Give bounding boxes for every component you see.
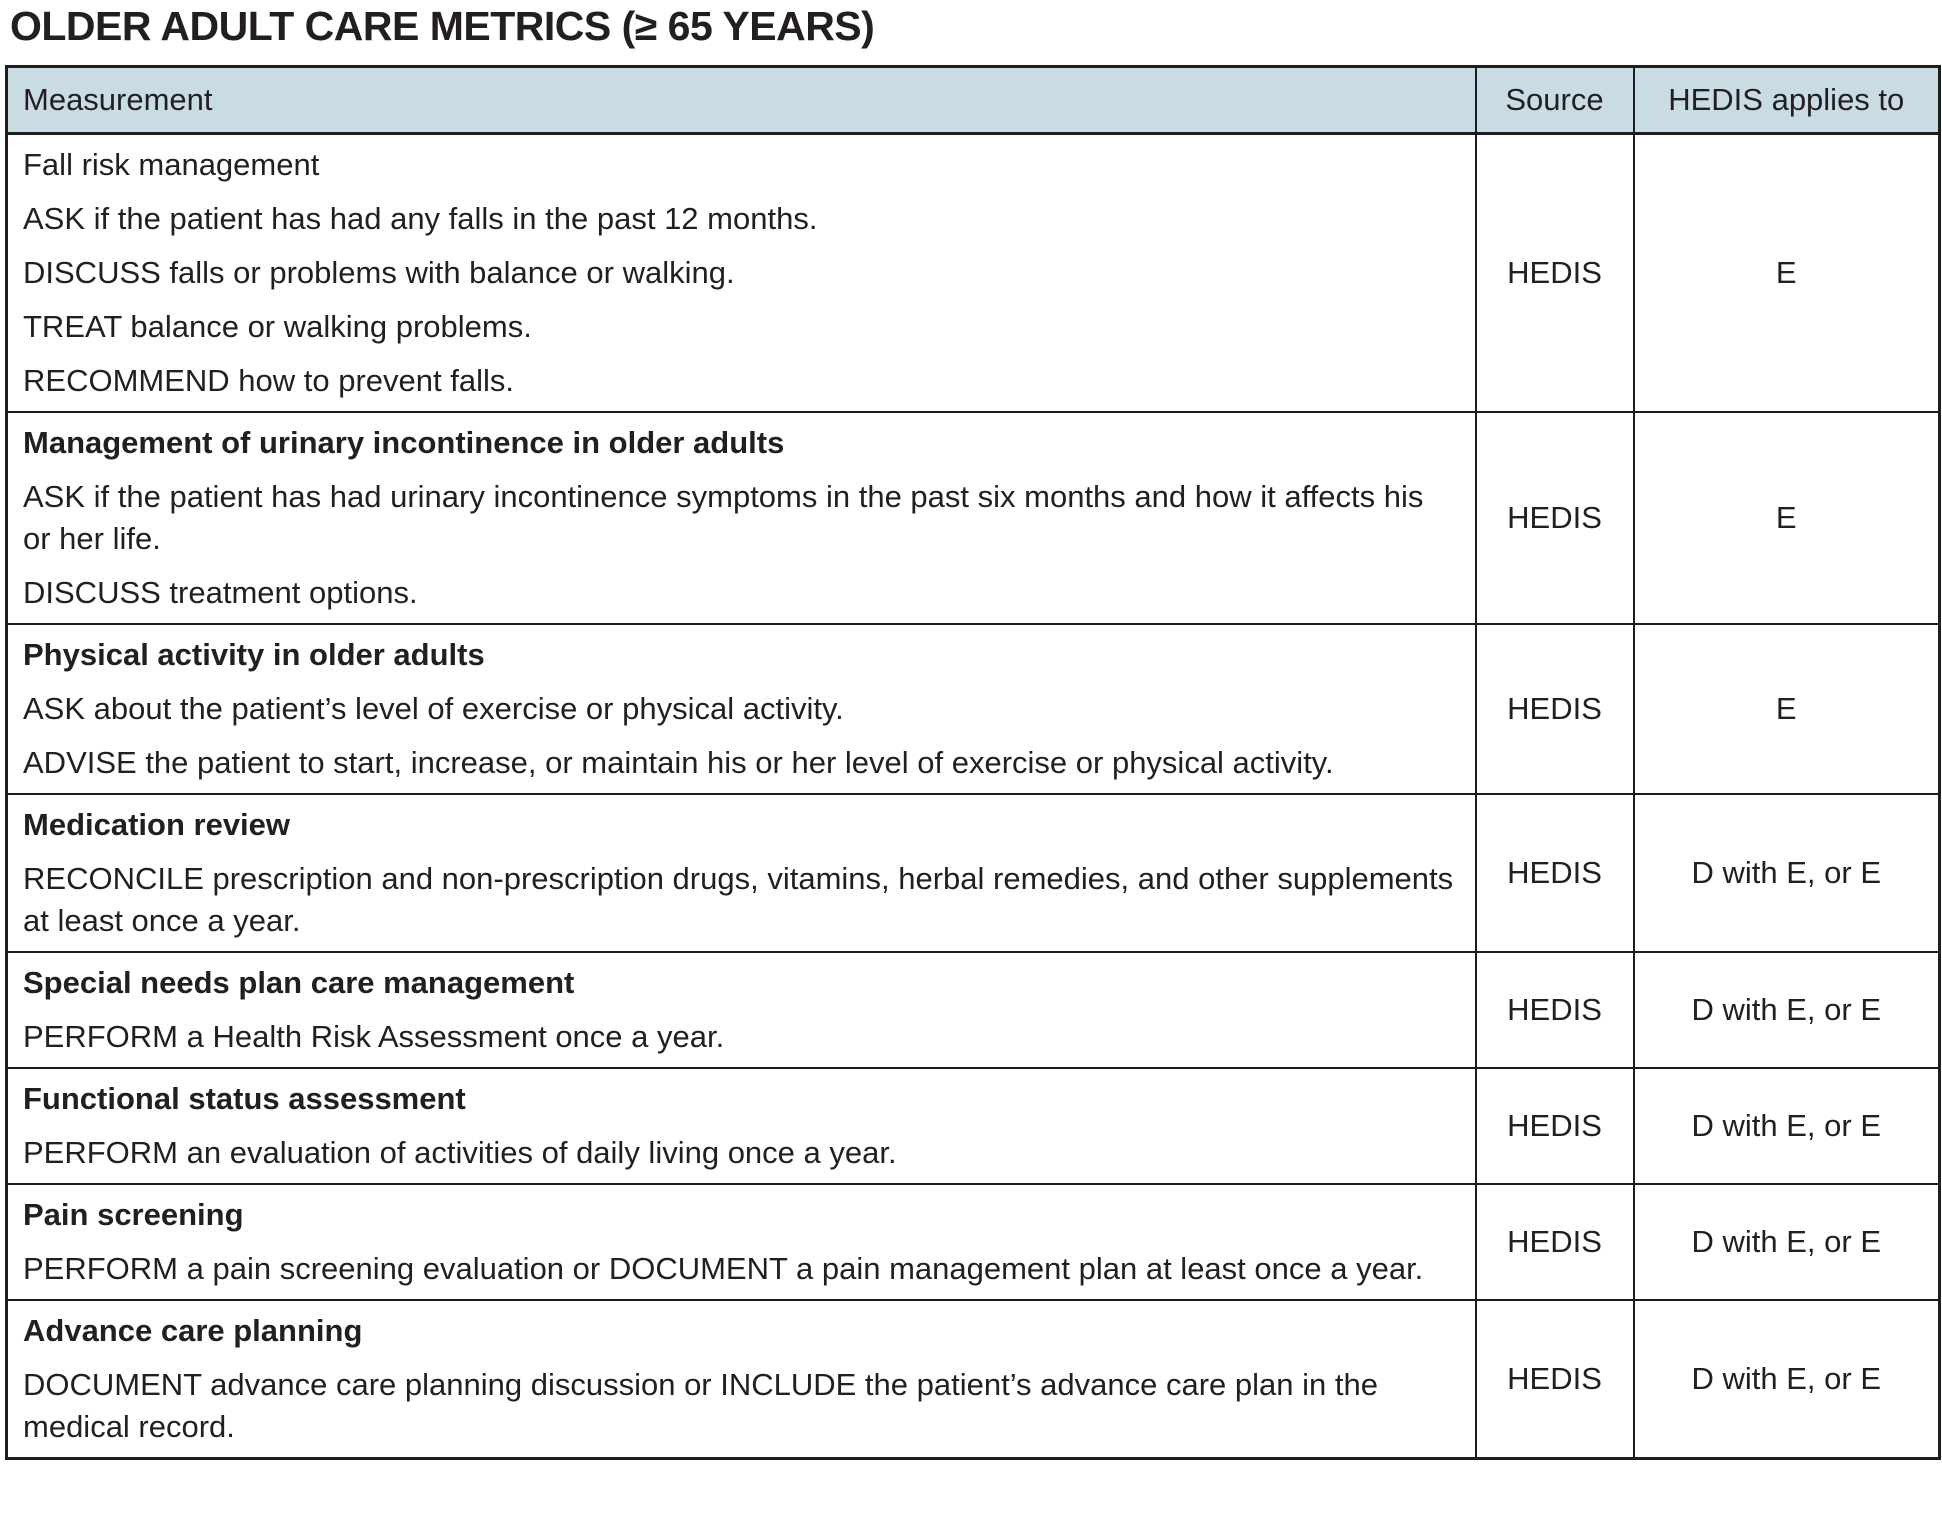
table-row [7,1184,1940,1300]
source-cell: HEDIS [1476,134,1634,413]
row-item: TREAT balance or walking problems. [23,309,532,344]
table-row [7,134,1940,413]
hedis-applies-cell: D with E, or E [1634,1068,1940,1184]
row-title: Management of urinary incontinence in older adults [23,425,785,460]
measurement-cell [7,1184,1476,1300]
measurement-cell [7,794,1476,952]
row-item: PERFORM an evaluation of activities of daily living once a year. [23,1135,897,1170]
source-cell: HEDIS [1476,412,1634,624]
row-item: ADVISE the patient to start, increase, or maintain his or her level of exercise or physical activity. [23,745,1334,780]
hedis-applies-cell: D with E, or E [1634,1300,1940,1459]
row-item: RECOMMEND how to prevent falls. [23,363,514,398]
row-item: DISCUSS falls or problems with balance or walking. [23,255,735,290]
page-title: OLDER ADULT CARE METRICS (≥ 65 YEARS) [10,3,875,49]
table-row [7,1068,1940,1184]
hedis-applies-cell: E [1634,412,1940,624]
column-header-hedis-applies-to: HEDIS applies to [1634,67,1940,134]
hedis-applies-cell: E [1634,134,1940,413]
source-cell: HEDIS [1476,1300,1634,1459]
row-item: ASK about the patient’s level of exercise or physical activity. [23,691,844,726]
row-item: DISCUSS treatment options. [23,575,418,610]
metrics-table [5,65,1941,1460]
table-row [7,794,1940,952]
row-title: Advance care planning [23,1313,363,1348]
table-header-row [7,67,1940,134]
measurement-cell [7,624,1476,794]
measurement-cell [7,412,1476,624]
hedis-applies-cell: D with E, or E [1634,1184,1940,1300]
table-row [7,952,1940,1068]
row-item: RECONCILE prescription and non-prescription drugs, vitamins, herbal remedies, and other supplements at least once a year. [23,861,1454,938]
table-row [7,412,1940,624]
row-item: PERFORM a pain screening evaluation or DOCUMENT a pain management plan at least once a year. [23,1251,1424,1286]
column-header-measurement: Measurement [7,67,1476,134]
row-item: DOCUMENT advance care planning discussion or INCLUDE the patient’s advance care plan in the medical record. [23,1367,1378,1444]
source-cell: HEDIS [1476,624,1634,794]
row-item: PERFORM a Health Risk Assessment once a year. [23,1019,725,1054]
table-row [7,1300,1940,1459]
row-title: Functional status assessment [23,1081,466,1116]
source-cell: HEDIS [1476,952,1634,1068]
hedis-applies-cell: D with E, or E [1634,794,1940,952]
row-title: Special needs plan care management [23,965,575,1000]
source-cell: HEDIS [1476,1184,1634,1300]
table-row [7,624,1940,794]
column-header-source: Source [1476,67,1634,134]
row-item: ASK if the patient has had any falls in the past 12 months. [23,201,818,236]
row-title: Fall risk management [23,147,320,182]
row-title: Medication review [23,807,291,842]
row-item: ASK if the patient has had urinary incontinence symptoms in the past six months and how it affects his or her life. [23,479,1424,556]
measurement-cell [7,1300,1476,1459]
row-title: Pain screening [23,1197,244,1232]
hedis-applies-cell: E [1634,624,1940,794]
source-cell: HEDIS [1476,1068,1634,1184]
row-title: Physical activity in older adults [23,637,485,672]
measurement-cell [7,1068,1476,1184]
measurement-cell [7,952,1476,1068]
source-cell: HEDIS [1476,794,1634,952]
measurement-cell [7,134,1476,413]
hedis-applies-cell: D with E, or E [1634,952,1940,1068]
